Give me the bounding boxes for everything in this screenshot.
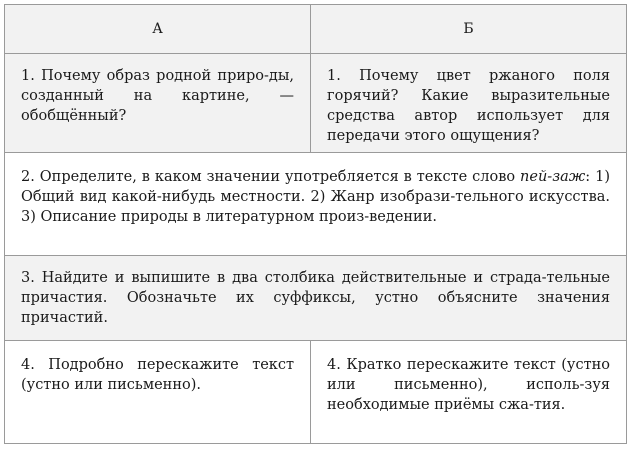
task-row-1 (5, 54, 627, 153)
task-2-text (5, 153, 626, 227)
task-row-4 (5, 341, 627, 444)
task-row-3 (5, 256, 627, 341)
task-1-a-text: 1. Почему образ родной приро-ды, созданный на картине, — обобщённый? (21, 68, 294, 124)
task-row-2 (5, 153, 627, 256)
task-2-cell (5, 153, 627, 256)
task-4-b-cell (311, 341, 627, 444)
task-4-a-cell (5, 341, 311, 444)
task-1-b-text: 1. Почему цвет ржаного поля горячий? Какие выразительные средства автор использует для передачи этого ощущения? (327, 68, 610, 144)
column-header-a: А (5, 5, 311, 54)
task-3-text: 3. Найдите и выпишите в два столбика действительные и страда-тельные причастия. Обозначьте их суффиксы, устно объясните значения причастий. (21, 270, 610, 326)
tasks-table (4, 4, 627, 444)
task-4-b-text: 4. Кратко перескажите текст (устно или письменно), исполь-зуя необходимые приёмы сжа-тия. (327, 357, 610, 413)
column-header-b: Б (311, 5, 627, 54)
task-4-a-text: 4. Подробно перескажите текст (устно или письменно). (21, 357, 294, 393)
header-row (5, 5, 627, 54)
task-2-after: : 1) Общий вид какой-нибудь местности. 2) Жанр изобрази-тельного искусства. 3) Описание природы в литературном произ-ведении. (21, 169, 610, 225)
task-2-term: пей-заж (520, 169, 586, 185)
task-1-b-cell (311, 54, 627, 153)
task-2-before: 2. Определите, в каком значении употребляется в тексте слово (21, 169, 521, 185)
task-1-a-cell (5, 54, 311, 153)
task-3-cell (5, 256, 627, 341)
